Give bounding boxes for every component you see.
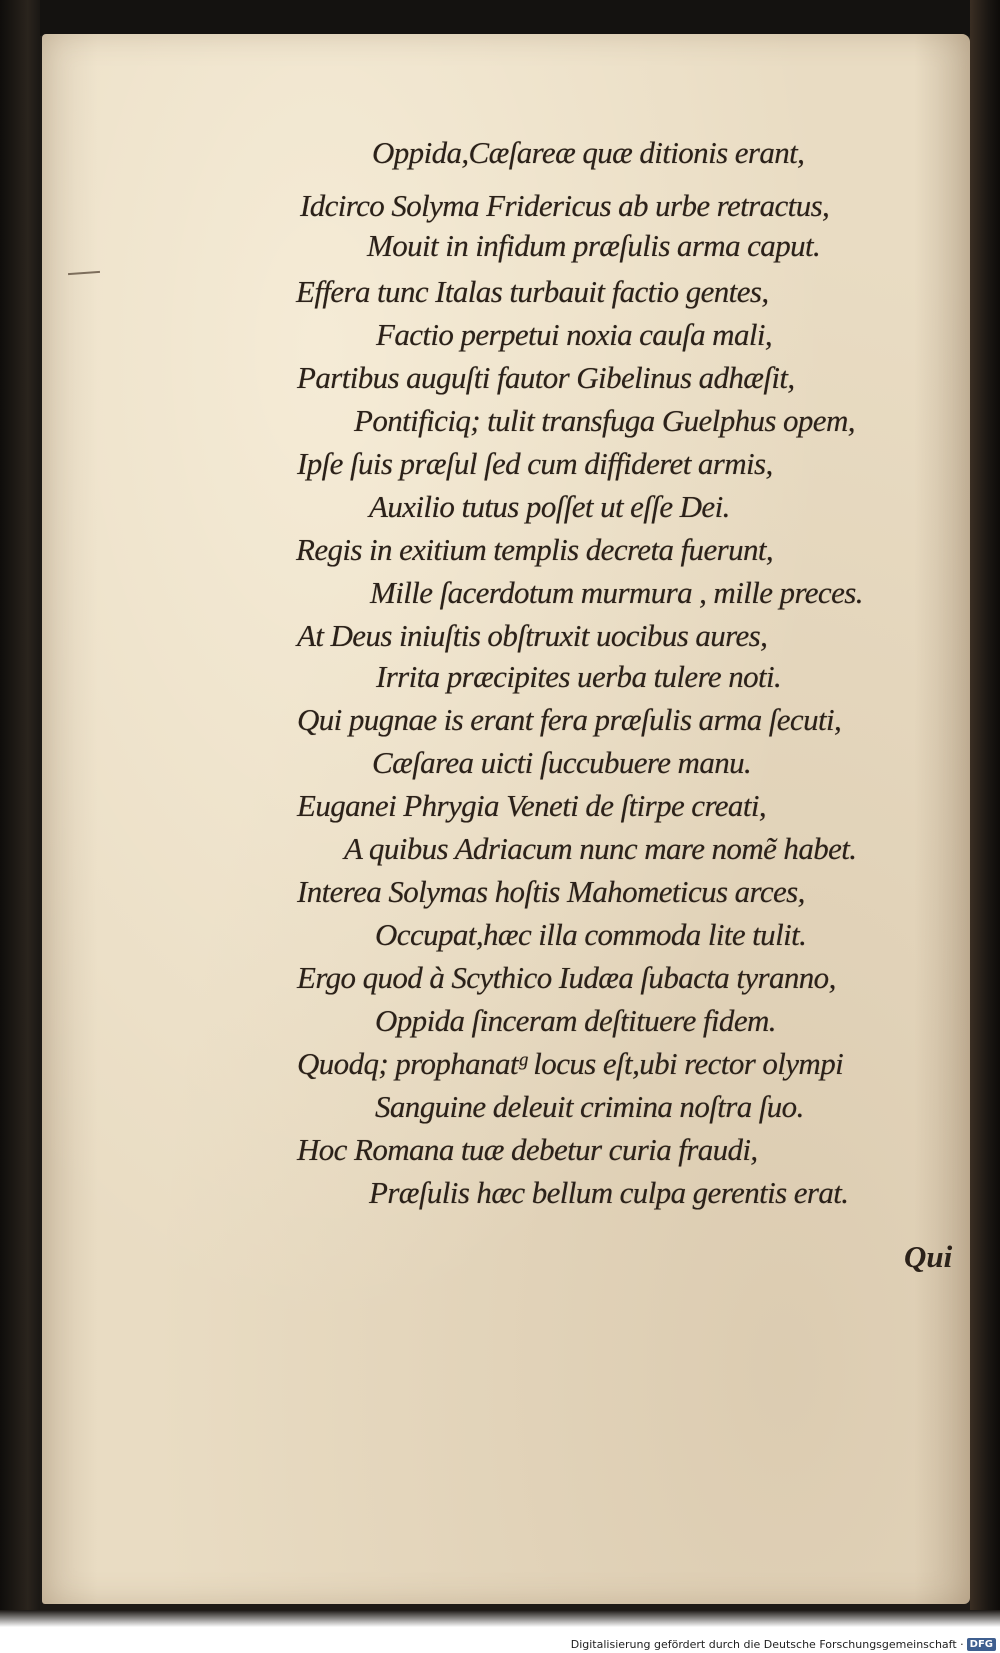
verse-line: Qui pugnae is erant fera præſulis arma ſecuti, — [297, 702, 842, 737]
dfg-logo: DFG — [967, 1638, 996, 1651]
verse-line: Ergo quod à Scythico Iudæa ſubacta tyranno, — [297, 960, 836, 995]
verse-line: At Deus iniuſtis obſtruxit uocibus aures, — [297, 618, 768, 653]
verse-line: Sanguine deleuit crimina noſtra ſuo. — [375, 1089, 804, 1124]
verse-line: Factio perpetui noxia cauſa mali, — [376, 317, 773, 352]
verse-line: Irrita præcipites uerba tulere noti. — [376, 659, 782, 694]
verse-line: Mouit in infidum præſulis arma caput. — [367, 228, 821, 263]
verse-line: Pontificiq; tulit transfuga Guelphus opem, — [354, 403, 855, 438]
footer-band — [0, 1610, 1000, 1653]
verse-line: Cæſarea uicti ſuccubuere manu. — [372, 745, 752, 780]
verse-line: Ipſe ſuis præſul ſed cum diffideret armis, — [297, 446, 773, 481]
verse-line: Effera tunc Italas turbauit factio gentes, — [296, 274, 769, 309]
verse-line: Occupat,hæc illa commoda lite tulit. — [375, 917, 807, 952]
verse-line: Hoc Romana tuæ debetur curia fraudi, — [297, 1132, 758, 1167]
book-page — [42, 34, 970, 1604]
verse-line: Quodq; prophanatᵍ locus eſt,ubi rector olympi — [297, 1046, 844, 1081]
scan-top-edge — [0, 0, 1000, 36]
verse-line: Idcirco Solyma Fridericus ab urbe retractus, — [300, 188, 830, 223]
verse-line: Oppida,Cæſareæ quæ ditionis erant, — [372, 135, 805, 170]
book-fore-edge — [970, 0, 1000, 1653]
poem-text-block — [42, 34, 970, 1604]
verse-line: Auxilio tutus poſſet ut eſſe Dei. — [369, 489, 730, 524]
verse-line: Mille ſacerdotum murmura , mille preces. — [370, 575, 863, 610]
verse-line: Interea Solymas hoſtis Mahometicus arces, — [297, 874, 805, 909]
verse-line: A quibus Adriacum nunc mare nomẽ habet. — [344, 831, 857, 866]
verse-line: Partibus auguſti fautor Gibelinus adhæſit, — [297, 360, 795, 395]
funding-credit — [571, 1638, 996, 1651]
scan-left-edge — [0, 0, 40, 1653]
verse-line: Regis in exitium templis decreta fuerunt, — [296, 532, 774, 567]
funding-credit-text: Digitalisierung gefördert durch die Deutsche Forschungsgemeinschaft · — [570, 1638, 964, 1651]
catchword: Qui — [904, 1239, 953, 1274]
verse-line: Præſulis hæc bellum culpa gerentis erat. — [369, 1175, 849, 1210]
verse-line: Euganei Phrygia Veneti de ſtirpe creati, — [297, 788, 767, 823]
verse-line: Oppida ſinceram deſtituere fidem. — [375, 1003, 776, 1038]
